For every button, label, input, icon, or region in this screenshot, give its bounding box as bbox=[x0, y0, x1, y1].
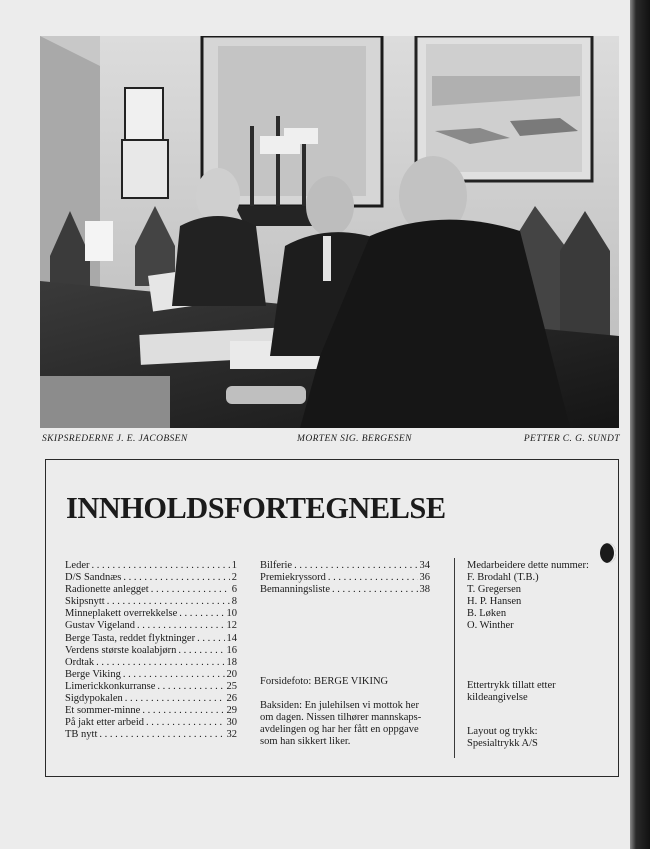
reprint-line: Ettertrykk tillatt etter bbox=[467, 680, 556, 691]
toc-entry-page: 34 bbox=[419, 560, 430, 571]
toc-entry[interactable] bbox=[65, 729, 237, 741]
toc-entry-page: 32 bbox=[226, 729, 237, 741]
toc-entry-title: På jakt etter arbeid bbox=[65, 717, 145, 729]
toc-entry-page: 16 bbox=[226, 644, 237, 656]
contributors-heading: Medarbeidere dette nummer: bbox=[467, 560, 589, 571]
back-cover-line: avdelingen og har her fått en oppgave bbox=[260, 724, 419, 736]
toc-entry[interactable] bbox=[260, 560, 430, 572]
toc-entry-title: Radionette anlegget bbox=[65, 584, 149, 596]
toc-entry[interactable] bbox=[65, 620, 237, 632]
toc-entry-title: Sigdypokalen bbox=[65, 693, 123, 705]
toc-entry-page: 26 bbox=[226, 693, 237, 705]
layout-line: Spesialtrykk A/S bbox=[467, 738, 538, 750]
toc-entry[interactable] bbox=[65, 669, 237, 681]
contributor-name: O. Winther bbox=[467, 620, 514, 632]
toc-column-1 bbox=[65, 560, 237, 741]
toc-entry[interactable] bbox=[65, 645, 237, 657]
office-meeting-illustration bbox=[40, 36, 619, 428]
toc-entry-title: Gustav Vigeland bbox=[65, 620, 136, 632]
toc-entry[interactable] bbox=[65, 657, 237, 669]
reprint-line: kildeangivelse bbox=[467, 692, 528, 704]
toc-entry-page: 8 bbox=[231, 596, 237, 608]
toc-entry[interactable] bbox=[65, 633, 237, 645]
toc-entry-title: Bilferie bbox=[260, 560, 293, 571]
toc-entry[interactable] bbox=[65, 560, 237, 572]
toc-entry-title: D/S Sandnæs bbox=[65, 572, 122, 584]
toc-entry-page: 30 bbox=[226, 717, 237, 729]
toc-entry[interactable] bbox=[65, 596, 237, 608]
toc-entry-page: 6 bbox=[231, 584, 237, 596]
caption-right: PETTER C. G. SUNDT bbox=[523, 434, 620, 444]
column-divider bbox=[454, 558, 455, 758]
contents-title: INNHOLDSFORTEGNELSE bbox=[66, 490, 446, 525]
toc-entry-page: 29 bbox=[226, 705, 237, 717]
contributors bbox=[467, 560, 589, 633]
toc-entry-page: 20 bbox=[226, 668, 237, 680]
contributor-name: B. Løken bbox=[467, 608, 507, 620]
toc-entry-title: Berge Viking bbox=[65, 668, 121, 680]
toc-entry-page: 36 bbox=[419, 572, 430, 584]
contributor-name: F. Brodahl (T.B.) bbox=[467, 572, 539, 584]
back-cover-line: Baksiden: En julehilsen vi mottok her bbox=[260, 700, 419, 711]
toc-entry[interactable] bbox=[65, 572, 237, 584]
toc-entry[interactable] bbox=[65, 717, 237, 729]
toc-entry-page: 18 bbox=[226, 656, 237, 668]
toc-entry-title: Minneplakett overrekkelse bbox=[65, 608, 178, 620]
toc-entry-title: Premiekryssord bbox=[260, 572, 326, 584]
layout-line: Layout og trykk: bbox=[467, 726, 538, 737]
contributor-name: T. Gregersen bbox=[467, 584, 522, 596]
toc-entry[interactable] bbox=[65, 584, 237, 596]
toc-entry-title: TB nytt bbox=[65, 729, 98, 741]
toc-column-2 bbox=[260, 560, 430, 596]
toc-entry-page: 2 bbox=[231, 572, 237, 584]
toc-entry[interactable] bbox=[65, 681, 237, 693]
cover-photo bbox=[40, 36, 619, 428]
toc-entry[interactable] bbox=[260, 584, 430, 596]
toc-entry[interactable] bbox=[65, 608, 237, 620]
back-cover-note bbox=[260, 700, 450, 748]
toc-entry-title: Verdens største koalabjørn bbox=[65, 644, 177, 656]
toc-entry-page: 38 bbox=[419, 584, 430, 596]
toc-entry-title: Skipsnytt bbox=[65, 596, 105, 608]
toc-entry-page: 10 bbox=[226, 608, 237, 620]
toc-entry[interactable] bbox=[65, 693, 237, 705]
toc-entry-page: 25 bbox=[226, 680, 237, 692]
toc-entry[interactable] bbox=[65, 705, 237, 717]
caption-center: MORTEN SIG. BERGESEN bbox=[297, 434, 412, 444]
toc-entry[interactable] bbox=[260, 572, 430, 584]
toc-entry-title: Limerickkonkurranse bbox=[65, 680, 156, 692]
back-cover-line: om dagen. Nissen tilhører mannskaps- bbox=[260, 712, 422, 724]
toc-entry-title: Et sommer-minne bbox=[65, 705, 141, 717]
binder-hole bbox=[600, 543, 616, 563]
caption-left: SKIPSREDERNE J. E. JACOBSEN bbox=[42, 434, 188, 444]
toc-entry-page: 14 bbox=[226, 632, 237, 644]
toc-entry-title: Ordtak bbox=[65, 656, 95, 668]
back-cover-line: som han sikkert liker. bbox=[260, 736, 351, 748]
toc-entry-page: 1 bbox=[231, 560, 237, 571]
cover-photo-credit: Forsidefoto: BERGE VIKING bbox=[260, 676, 389, 687]
toc-entry-title: Leder bbox=[65, 560, 90, 571]
photo-captions bbox=[42, 434, 620, 450]
contents-box bbox=[45, 459, 619, 777]
layout-credit bbox=[467, 726, 607, 750]
toc-entry-title: Bemanningsliste bbox=[260, 584, 330, 596]
page-edge-shadow bbox=[630, 0, 650, 849]
reprint-notice bbox=[467, 680, 607, 704]
toc-entry-page: 12 bbox=[226, 620, 237, 632]
toc-entry-title: Berge Tasta, reddet flyktninger bbox=[65, 632, 196, 644]
contributor-name: H. P. Hansen bbox=[467, 596, 522, 608]
